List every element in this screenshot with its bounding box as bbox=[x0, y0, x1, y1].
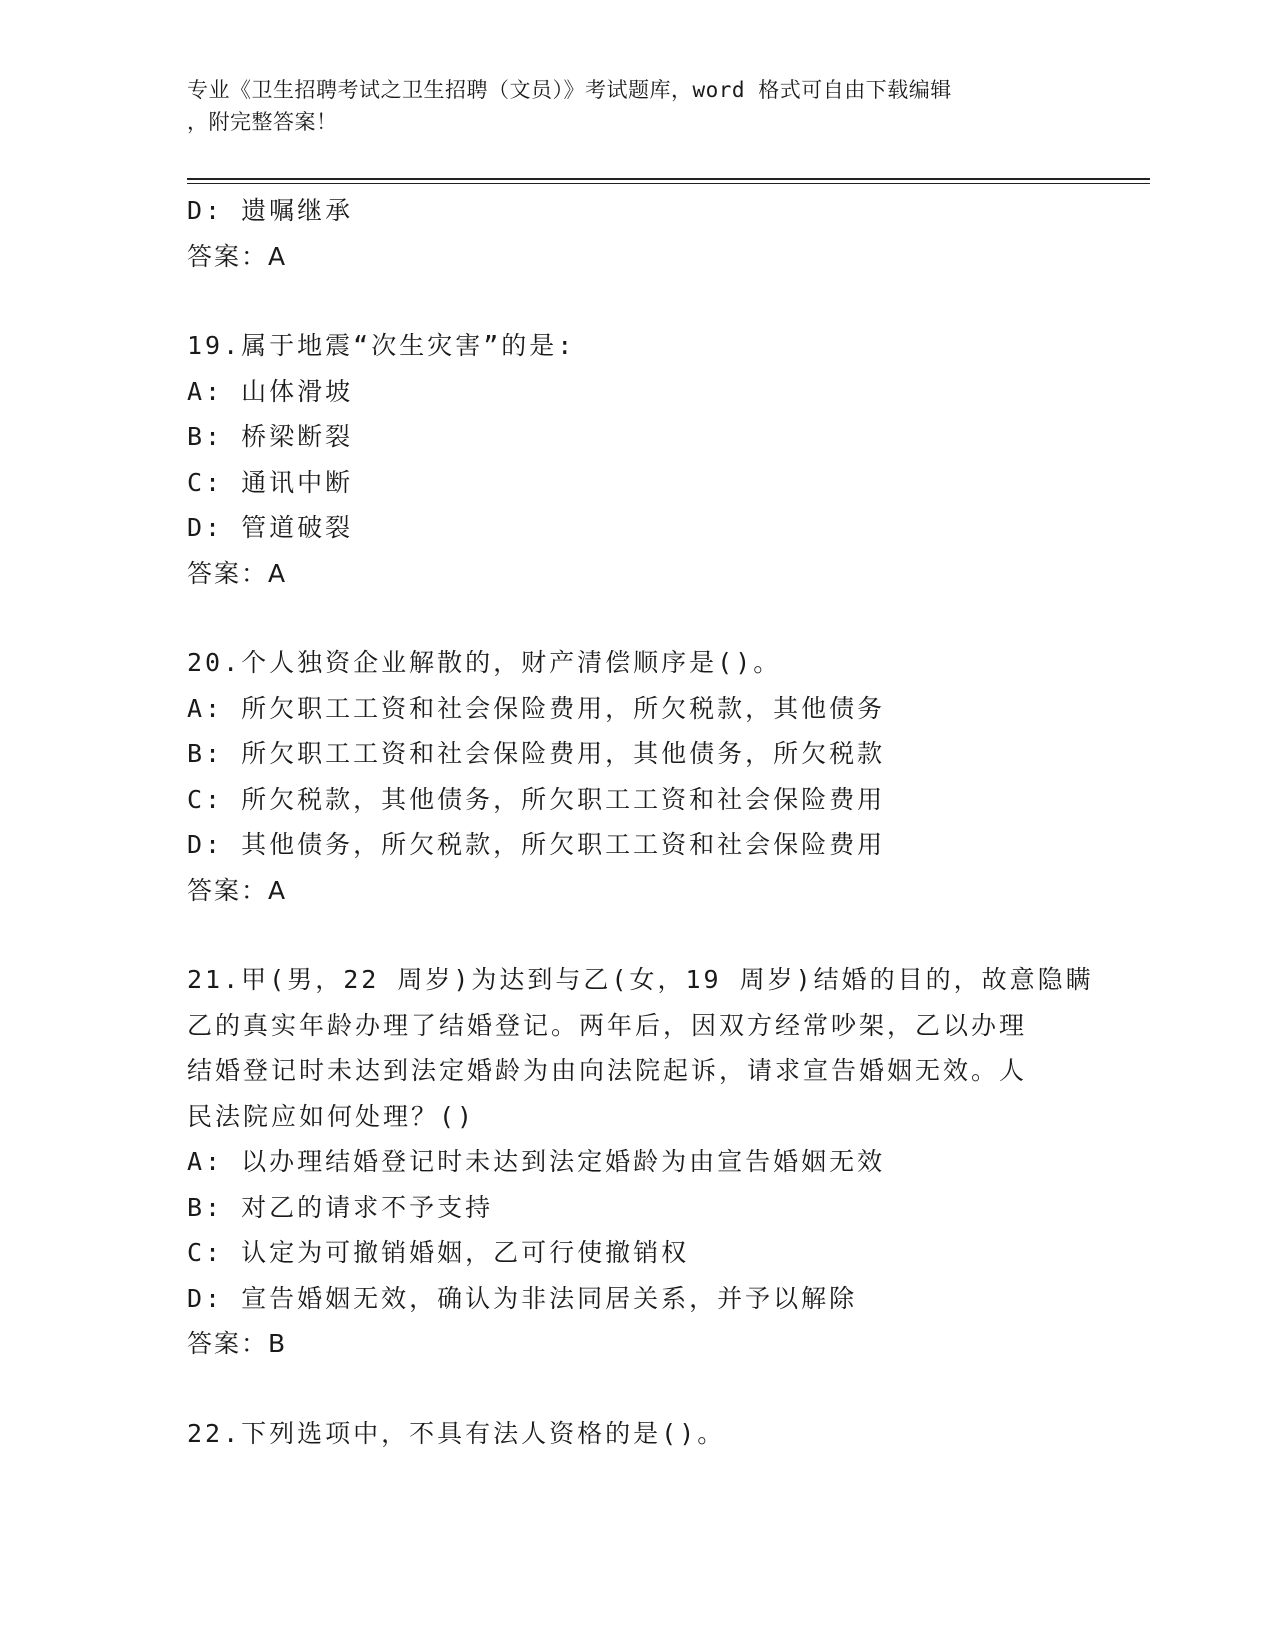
answer: 答案：A bbox=[187, 875, 288, 905]
document-header bbox=[187, 74, 1067, 138]
option-b: B: 桥梁断裂 bbox=[187, 422, 354, 451]
option-d: D: 其他债务，所欠税款，所欠职工工资和社会保险费用 bbox=[187, 830, 886, 859]
header-divider-bottom bbox=[187, 183, 1150, 184]
option-d: D: 管道破裂 bbox=[187, 513, 354, 542]
question-22 bbox=[187, 1411, 1067, 1457]
question-list bbox=[187, 188, 1094, 1456]
answer: 答案：B bbox=[187, 1329, 288, 1358]
answer: 答案：A bbox=[187, 241, 288, 271]
question-20 bbox=[187, 640, 1067, 913]
header-line-2: ，附完整答案！ bbox=[187, 110, 338, 134]
option-a: A: 以办理结婚登记时未达到法定婚龄为由宣告婚姻无效 bbox=[187, 1147, 886, 1176]
option-d: D: 宣告婚姻无效，确认为非法同居关系，并予以解除 bbox=[187, 1283, 858, 1313]
header-divider-top bbox=[187, 178, 1150, 180]
option-a: A: 山体滑坡 bbox=[187, 376, 354, 406]
option-a: A: 所欠职工工资和社会保险费用，所欠税款，其他债务 bbox=[187, 693, 886, 723]
question-19 bbox=[187, 323, 1067, 596]
option-d: D: 遗嘱继承 bbox=[187, 196, 354, 225]
stem-line-1: 21.甲(男，22 周岁)为达到与乙(女，19 周岁)结婚的目的，故意隐瞒 bbox=[187, 965, 1094, 994]
stem-line-4: 民法院应如何处理？() bbox=[187, 1101, 476, 1131]
answer: 答案：A bbox=[187, 558, 288, 588]
option-c: C: 认定为可撤销婚姻，乙可行使撤销权 bbox=[187, 1238, 690, 1267]
option-b: B: 所欠职工工资和社会保险费用，其他债务，所欠税款 bbox=[187, 739, 886, 768]
question-stem: 22.下列选项中，不具有法人资格的是()。 bbox=[187, 1418, 726, 1448]
stem-line-3: 结婚登记时未达到法定婚龄为由向法院起诉，请求宣告婚姻无效。人 bbox=[187, 1056, 1028, 1085]
stem-line-2: 乙的真实年龄办理了结婚登记。两年后，因双方经常吵架，乙以办理 bbox=[187, 1010, 1028, 1040]
question-stem: 20.个人独资企业解散的，财产清偿顺序是()。 bbox=[187, 648, 782, 677]
option-b: B: 对乙的请求不予支持 bbox=[187, 1192, 494, 1222]
question-stem bbox=[187, 957, 1094, 1139]
header-line-1: 专业《卫生招聘考试之卫生招聘（文员）》考试题库，word 格式可自由下载编辑 bbox=[187, 78, 952, 102]
question-stem: 19.属于地震“次生灾害”的是: bbox=[187, 331, 576, 360]
question-18 bbox=[187, 188, 1067, 279]
question-21 bbox=[187, 957, 1094, 1367]
option-c: C: 所欠税款，其他债务，所欠职工工资和社会保险费用 bbox=[187, 784, 886, 814]
option-c: C: 通讯中断 bbox=[187, 467, 354, 497]
